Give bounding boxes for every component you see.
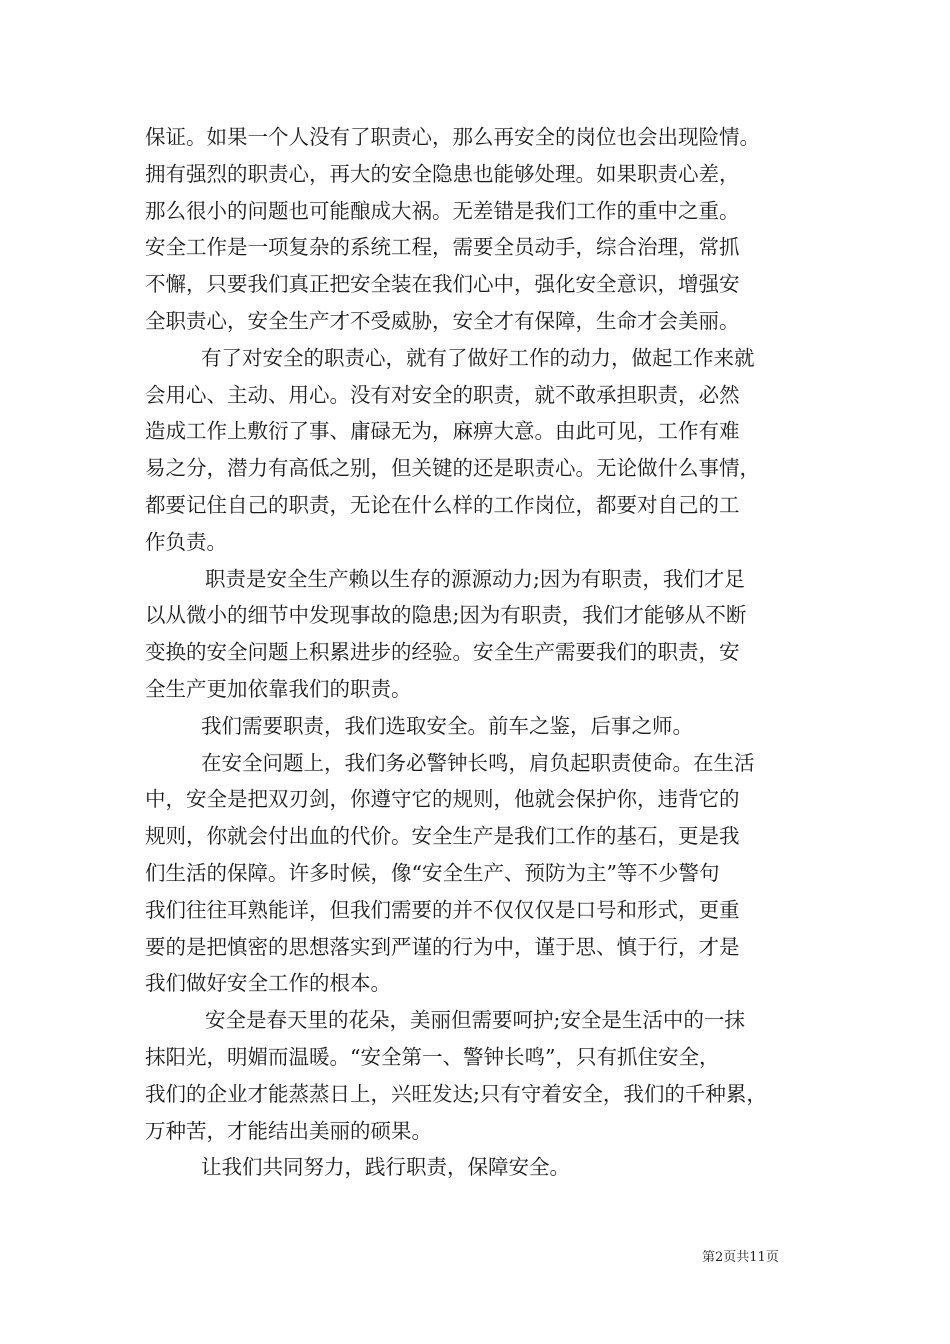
paragraph-4 [145,708,825,745]
text-line: 以从微小的细节中发现事故的隐患;因为有职责，我们才能够从不断 [145,603,747,628]
text-line: 们生活的保障。许多时候，像“安全生产、预防为主”等不少警句 [145,860,720,885]
text-line: 我们往往耳熟能详，但我们需要的并不仅仅仅是口号和形式，更重 [145,897,740,922]
paragraph-3 [145,561,825,708]
text-line: 我们需要职责，我们选取安全。前车之鉴，后事之师。 [201,713,693,738]
text-line: 保证。如果一个人没有了职责心，那么再安全的岗位也会出现险情。 [145,125,760,149]
text-line: 拥有强烈的职责心，再大的安全隐患也能够处理。如果职责心差， [145,161,740,186]
paragraph-1 [145,119,825,340]
text-line: 在安全问题上，我们务必警钟长鸣，肩负起职责使命。在生活 [201,750,755,775]
text-line: 不懈，只要我们真正把安全装在我们心中，强化安全意识，增强安 [145,272,740,297]
text-line: 作负责。 [145,529,227,554]
text-line: 让我们共同努力，践行职责，保障安全。 [201,1155,570,1180]
text-line: 造成工作上敷衍了事、庸碌无为，麻痹大意。由此可见，工作有难 [145,419,740,444]
paragraph-5 [145,745,825,1003]
text-line: 中，安全是把双刃剑，你遵守它的规则，他就会保护你，违背它的 [145,787,740,812]
text-line: 我们做好安全工作的根本。 [145,971,391,996]
text-line: 那么很小的问题也可能酿成大祸。无差错是我们工作的重中之重。 [145,198,740,223]
page-number-footer: 第2页共11页 [702,1250,779,1265]
text-line: 有了对安全的职责心，就有了做好工作的动力，做起工作来就 [201,345,755,370]
text-line: 抹阳光，明媚而温暖。“安全第一、警钟长鸣”，只有抓住安全， [145,1044,720,1069]
text-line: 要的是把慎密的思想落实到严谨的行为中，谨于思、慎于行，才是 [145,934,740,959]
paragraph-7 [145,1149,825,1186]
text-line: 都要记住自己的职责，无论在什么样的工作岗位，都要对自己的工 [145,492,740,517]
paragraph-6 [145,1002,825,1149]
text-line: 全生产更加依靠我们的职责。 [145,676,412,701]
text-line: 安全工作是一项复杂的系统工程，需要全员动手，综合治理，常抓 [145,235,740,260]
text-line: 规则，你就会付出血的代价。安全生产是我们工作的基石，更是我 [145,824,740,849]
text-line: 万种苦，才能结出美丽的硕果。 [145,1118,432,1143]
text-line: 安全是春天里的花朵，美丽但需要呵护;安全是生活中的一抹 [205,1008,745,1033]
text-line: 会用心、主动、用心。没有对安全的职责，就不敢承担职责，必然 [145,382,740,407]
paragraph-2 [145,340,825,561]
text-line: 全职责心，安全生产才不受威胁，安全才有保障，生命才会美丽。 [145,308,740,333]
text-line: 变换的安全问题上积累进步的经验。安全生产需要我们的职责，安 [145,640,740,665]
text-line: 我们的企业才能蒸蒸日上，兴旺发达;只有守着安全，我们的千种累， [145,1081,767,1106]
text-line: 易之分，潜力有高低之别，但关键的还是职责心。无论做什么事情， [145,456,760,481]
body-text [145,119,825,1186]
text-line: 职责是安全生产赖以生存的源源动力;因为有职责，我们才足 [205,566,745,591]
